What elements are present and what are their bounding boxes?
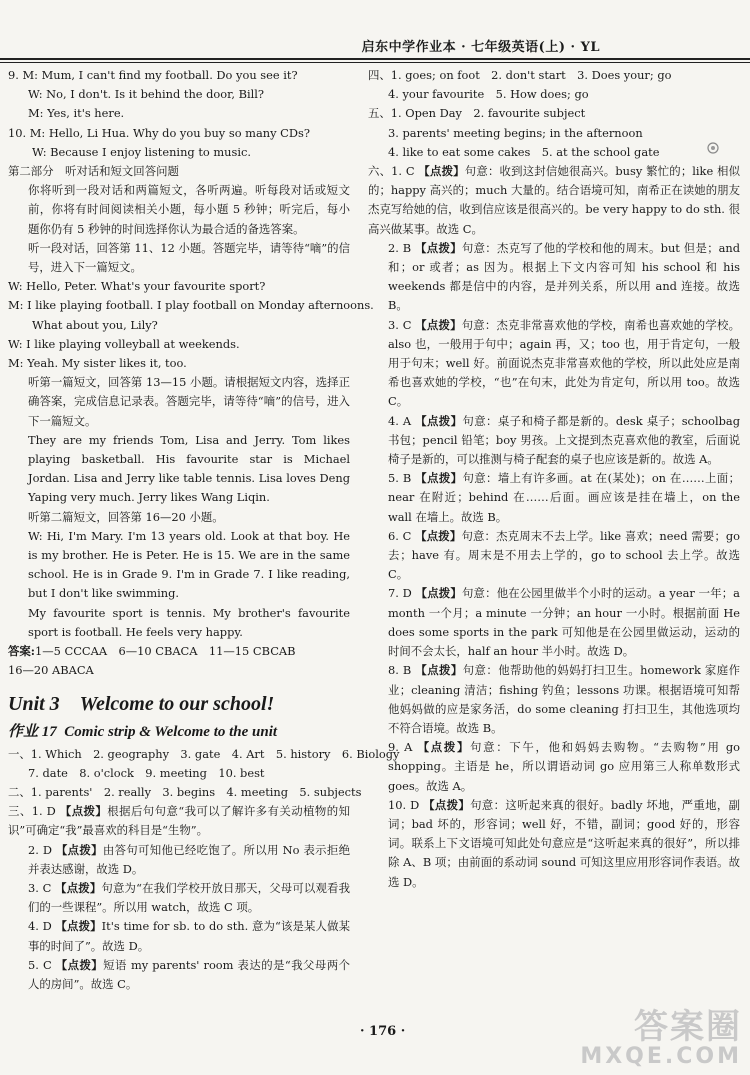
answers-line: 16—20 ABACA	[8, 663, 94, 678]
exercise-answer: 4. your favourite 5. How does; go	[388, 87, 589, 102]
tip-tag: 【点拨】	[55, 957, 104, 972]
item-text: 句意：他在公园里做半个小时的运动。a year 一年；a month 一个月；a minute 一分钟；an hour 一小时。根据前面 He does some sports in the park 可知他是在公园里做运动，运动的时间不会太长，half an hour 半小时。故选 D。	[388, 586, 740, 659]
instructions-paragraph: 听第二篇短文，回答第 16—20 小题。	[28, 509, 224, 524]
explanation-item	[368, 584, 740, 661]
explanation-item	[8, 917, 350, 955]
homework-title: Comic strip & Welcome to the unit	[64, 723, 278, 740]
dialogue-line: M: Yes, it's here.	[28, 106, 125, 121]
item-text: 句意：杰克写了他的学校和他的周末。but 但是；and 和；or 或者；as 因为。根据上下文内容可知 his school 和 his weekends 都是信中的内容，是并列关系，所以用 and 连接。故选 B。	[388, 240, 741, 313]
item-number: 3. C	[28, 880, 52, 895]
dialogue-line: 10. M: Hello, Li Hua. Why do you buy so many CDs?	[8, 125, 310, 140]
instructions-paragraph: 你将听到一段对话和两篇短文，各听两遍。听每段对话或短文前，你将有时间阅读相关小题，每小题 5 秒钟；听完后，每小题你仍有 5 秒钟的时间选择你认为最合适的备选答案。	[28, 183, 350, 236]
item-text: 句意：这听起来真的很好。badly 坏地，严重地，副词；bad 坏的，形容词；well 好，不错，副词；good 好的，形容词。联系上下文语境可知此处句意应是“这听起来真的很好”，所以排除 A、B 项；由前面的系动词 sound 可知这里应用形容词作表语。故选 D。	[388, 797, 740, 889]
section-heading: 第二部分 听对话和短文回答问题	[8, 164, 179, 179]
explanation-item	[368, 316, 740, 412]
explanation-item	[368, 469, 740, 527]
unit-heading: Unit 3 Welcome to our school!	[8, 692, 275, 715]
dialogue-line: M: Yeah. My sister likes it, too.	[8, 356, 187, 371]
dialogue-line: 9. M: Mum, I can't find my football. Do you see it?	[8, 68, 298, 82]
exercise-answer: 一、1. Which 2. geography 3. gate 4. Art 5. history 6. Biology	[8, 746, 400, 761]
watermark-text: 答案圈	[634, 1007, 742, 1047]
answers-text: 1—5 CCCAA 6—10 CBACA 11—15 CBCAB	[35, 644, 296, 659]
item-text: 句意：墙上有许多画。at 在(某处)；on 在……上面；near 在附近；behind 在……后面。画应该是挂在墙上，on the wall 在墙上。故选 B。	[388, 471, 740, 524]
passage-paragraph: My favourite sport is tennis. My brother's favourite sport is football. He feels very happy.	[28, 605, 350, 639]
item-number: 5. B	[388, 471, 412, 486]
item-text: 短语 my parents' room 表达的是“我父母两个人的房间”。故选 C。	[28, 957, 350, 991]
item-number: 2. D	[28, 842, 52, 857]
explanation-item	[8, 841, 350, 879]
tip-tag: 【点拨】	[55, 919, 102, 934]
item-text: 句意：桌子和椅子都是新的。desk 桌子；schoolbag 书包；pencil 铅笔；boy 男孩。上文提到杰克喜欢他的教室，后面说椅子是新的，可以推测与椅子配套的桌子也应该是新的。故选 A。	[388, 413, 741, 467]
tip-tag: 【点拨】	[415, 586, 462, 601]
passage-paragraph: They are my friends Tom, Lisa and Jerry. Tom likes playing basketball. His favourite star is Michael Jordan. Lisa and Jerry like table tennis. Lisa loves Deng Yaping very much. Jerry likes Wang Liqin.	[28, 432, 350, 505]
passage-paragraph: W: Hi, I'm Mary. I'm 13 years old. Look at that boy. He is my brother. He is Peter. He is 15. We are in the same school. He is in Grade 9. I'm in Grade 7. I like reading, but I don't like swimming.	[28, 528, 350, 601]
instructions-paragraph: 听第一篇短文，回答第 13—15 小题。请根据短文内容，选择正确答案，完成信息记录表。答题完毕，请等待“嘀”的信号，进入下一篇短文。	[28, 375, 350, 428]
explanation-item	[368, 162, 740, 239]
header-rule-thin	[0, 62, 750, 63]
page-header	[0, 30, 750, 54]
homework-heading	[8, 721, 350, 743]
page-number: · 176 ·	[360, 1024, 406, 1039]
item-number: 3. C	[388, 317, 412, 332]
instructions-paragraph: 听一段对话，回答第 11、12 小题。答题完毕，请等待“嘀”的信号，进入下一篇短文。	[28, 240, 350, 275]
item-text: 句意：下午，他和妈妈去购物。“去购物”用 go shopping。主语是 he，所以谓语动词 go 应用第三人称单数形式 goes。故选 A。	[388, 740, 740, 793]
item-number: 三、1. D	[8, 804, 56, 819]
item-number: 2. B	[388, 240, 412, 255]
dialogue-line: What about you, Lily?	[32, 317, 158, 332]
exercise-answer: 4. like to eat some cakes 5. at the school gate	[388, 144, 660, 159]
exercise-answer: 五、1. Open Day 2. favourite subject	[368, 106, 586, 121]
tip-tag: 【点拨】	[423, 797, 471, 812]
item-number: 7. D	[388, 586, 412, 601]
explanation-item	[8, 879, 350, 917]
tip-tag: 【点拨】	[55, 880, 102, 895]
tip-tag: 【点拨】	[415, 317, 462, 332]
tip-tag: 【点拨】	[415, 471, 463, 486]
tip-tag: 【点拨】	[415, 413, 463, 428]
tip-tag: 【点拨】	[415, 240, 462, 255]
exercise-answer: 四、1. goes; on foot 2. don't start 3. Does your; go	[368, 68, 672, 82]
explanation-item	[368, 239, 740, 316]
item-text: 根据后句句意“我可以了解许多有关动植物的知识”可确定“我”最喜欢的科目是“生物”。	[8, 804, 350, 838]
answers-line	[8, 642, 350, 661]
tip-tag: 【点拨】	[415, 528, 462, 543]
right-column	[368, 66, 740, 892]
item-number: 10. D	[388, 797, 420, 812]
item-text: 句意：收到这封信她很高兴。busy 繁忙的；like 相似的；happy 高兴的；much 大量的。结合语境可知，南希正在读她的朋友杰克写给她的信，收到信应该是很高兴的。be very happy to do sth. 很高兴做某事。故选 C。	[368, 164, 740, 236]
item-number: 六、1. C	[368, 164, 415, 179]
item-text: It's time for sb. to do sth. 意为“该是某人做某事的时间了”。故选 D。	[28, 919, 351, 953]
item-number: 8. B	[388, 663, 412, 678]
header-rule	[0, 58, 750, 60]
item-number: 6. C	[388, 528, 412, 543]
explanation-item	[368, 661, 740, 738]
item-number: 5. C	[28, 957, 52, 972]
tip-tag: 【点拨】	[418, 164, 465, 179]
watermark-url: MXQE.COM	[580, 1044, 742, 1069]
item-number: 4. D	[28, 919, 52, 934]
dialogue-line: W: No, I don't. Is it behind the door, Bill?	[28, 87, 264, 102]
exercise-answer: 二、1. parents' 2. really 3. begins 4. meeting 5. subjects	[8, 784, 362, 799]
homework-number: 作业 17	[8, 723, 57, 740]
dialogue-line: W: Because I enjoy listening to music.	[32, 144, 252, 159]
watermark-logo	[580, 1009, 742, 1069]
dialogue-line: W: Hello, Peter. What's your favourite sport?	[8, 279, 266, 294]
exercise-answer: 3. parents' meeting begins; in the afternoon	[388, 125, 643, 140]
explanation-item	[368, 527, 740, 585]
explanation-item	[8, 956, 350, 994]
item-text: 句意：他帮助他的妈妈打扫卫生。homework 家庭作业；cleaning 清洁；fishing 钓鱼；lessons 功课。根据语境可知帮他妈妈做的应是家务活，do some cleaning 打扫卫生，其他选项均不符合语境。故选 B。	[388, 663, 740, 735]
dialogue-line: M: I like playing football. I play football on Monday afternoons.	[8, 298, 374, 313]
item-text: 句意：杰克非常喜欢他的学校，南希也喜欢她的学校。also 也，一般用于句中；again 再，又；too 也，用于肯定句，一般用于句末；well 好。前面说杰克非常喜欢他的学校，所以此处应是南希也喜欢她的学校，“也”在句末，此处为肯定句，所以用 too。故选 C。	[388, 317, 740, 409]
answers-label: 答案:	[8, 644, 35, 659]
tip-tag: 【点拨】	[55, 842, 103, 857]
explanation-item	[368, 796, 740, 892]
tip-tag: 【点拨】	[415, 663, 463, 678]
item-number: 4. A	[388, 413, 412, 428]
tip-tag: 【点拨】	[417, 740, 471, 755]
explanation-item	[368, 412, 740, 470]
item-text: 句意为“在我们学校开放日那天，父母可以观看我们的一些课程”。所以用 watch，故选 C 项。	[28, 880, 350, 915]
item-text: 由答句可知他已经吃饱了。所以用 No 表示拒绝并表达感谢，故选 D。	[28, 842, 351, 876]
exercise-answer: 7. date 8. o'clock 9. meeting 10. best	[28, 765, 265, 780]
explanation-item	[368, 738, 740, 796]
explanation-item	[8, 802, 350, 840]
dialogue-line: W: I like playing volleyball at weekends.	[8, 336, 240, 351]
tip-tag: 【点拨】	[59, 804, 108, 819]
item-number: 9. A	[388, 740, 413, 755]
item-text: 句意：杰克周末不去上学。like 喜欢；need 需要；go 去；have 有。周末是不用去上学的，go to school 去上学。故选 C。	[388, 528, 740, 582]
header-title: 启东中学作业本 · 七年级英语(上) · YL	[361, 40, 600, 55]
